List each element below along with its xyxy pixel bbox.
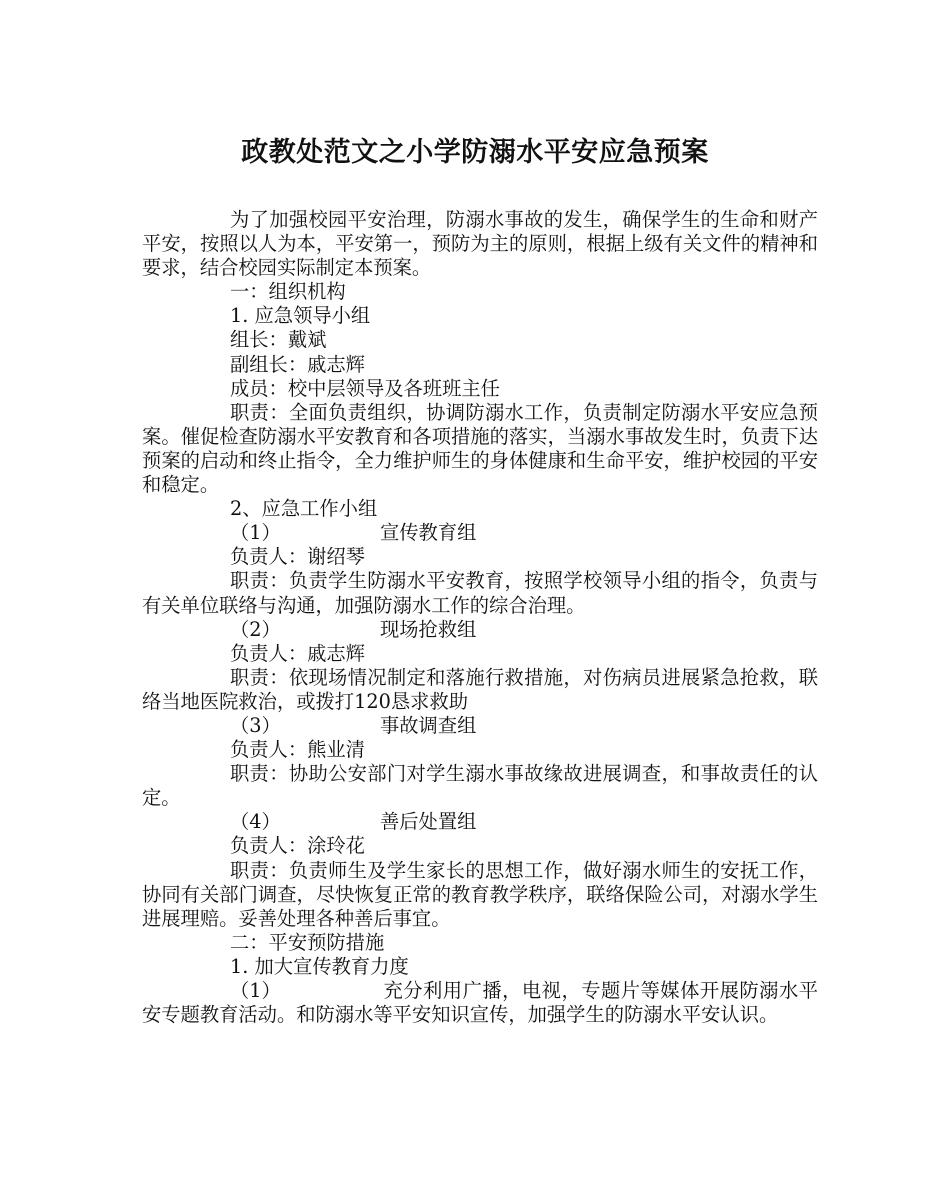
- item-publicity-education: 1. 加大宣传教育力度: [230, 954, 409, 978]
- measure-text: 充分利用广播，电视，专题片等媒体开展防溺水平安专题教育活动。和防溺水等平安知识宣传，加强学生的防溺水平安认识。: [142, 979, 818, 1027]
- group-head-line: 负责人：谢绍琴: [230, 545, 365, 569]
- measure-paragraph: [142, 979, 818, 1027]
- deputy-leader-line: 副组长：戚志辉: [230, 352, 365, 376]
- group-number: （3）: [230, 713, 281, 737]
- section-heading-organization: 一：组织机构: [230, 280, 346, 304]
- leadership-duty-paragraph: 职责：全面负责组织，协调防溺水工作，负责制定防溺水平安应急预案。催促检查防溺水平安教育和各项措施的落实，当溺水事故发生时，负责下达预案的启动和终止指令，全力维护师生的身体健康和生命平安，维护校园的平安和稳定。: [142, 400, 818, 497]
- group-head-line: 负责人：戚志辉: [230, 641, 365, 665]
- group-duty-paragraph: 职责：协助公安部门对学生溺水事故缘故进展调查，和事故责任的认定。: [142, 762, 818, 810]
- group-name: 事故调查组: [380, 713, 477, 737]
- group-heading: [142, 618, 818, 642]
- members-line: 成员：校中层领导及各班班主任: [230, 376, 500, 400]
- group-duty-paragraph: 职责：依现场情况制定和落施行救措施，对伤病员进展紧急抢救，联络当地医院救治，或拨打120恳求救助: [142, 665, 818, 713]
- intro-paragraph: 为了加强校园平安治理，防溺水事故的发生，确保学生的生命和财产平安，按照以人为本，平安第一，预防为主的原则，根据上级有关文件的精神和要求，结合校园实际制定本预案。: [142, 208, 818, 280]
- document-body: [142, 208, 818, 1027]
- group-number: （1）: [230, 521, 281, 545]
- group-head-line: 负责人：熊业清: [230, 738, 365, 762]
- group-duty-paragraph: 职责：负责学生防溺水平安教育，按照学校领导小组的指令，负责与有关单位联络与沟通，加强防溺水工作的综合治理。: [142, 569, 818, 617]
- group-number: （2）: [230, 617, 281, 641]
- group-duty-paragraph: 职责：负责师生及学生家长的思想工作，做好溺水师生的安抚工作，协同有关部门调查，尽快恢复正常的教育教学秩序，联络保险公司，对溺水学生进展理赔。妥善处理各种善后事宜。: [142, 858, 818, 930]
- group-name: 宣传教育组: [380, 521, 477, 545]
- group-name: 善后处置组: [380, 810, 477, 834]
- group-heading: [142, 521, 818, 545]
- item-leadership-group: 1. 应急领导小组: [230, 304, 371, 328]
- group-number: （4）: [230, 810, 281, 834]
- group-heading: [142, 810, 818, 834]
- section-heading-prevention: 二：平安预防措施: [230, 930, 385, 954]
- group-heading: [142, 714, 818, 738]
- item-working-groups: 2、应急工作小组: [230, 497, 378, 521]
- measure-number: （1）: [230, 979, 281, 1002]
- document-title: 政教处范文之小学防溺水平安应急预案: [241, 137, 709, 168]
- group-head-line: 负责人：涂玲花: [230, 834, 365, 858]
- leader-line: 组长：戴斌: [230, 328, 327, 352]
- group-name: 现场抢救组: [380, 617, 477, 641]
